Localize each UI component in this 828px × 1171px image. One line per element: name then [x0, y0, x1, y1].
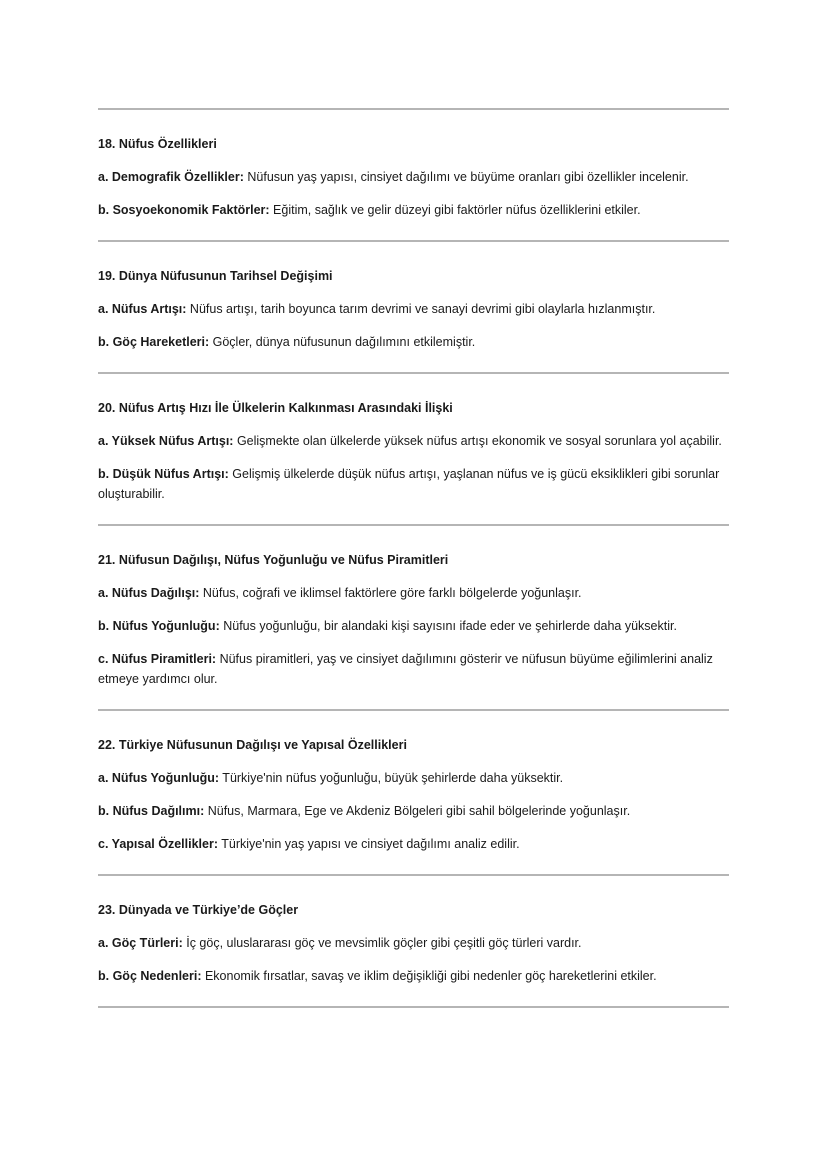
item-text: Gelişmekte olan ülkelerde yüksek nüfus artışı ekonomik ve sosyal sorunlara yol açabilir. — [233, 434, 722, 448]
item-text: Türkiye'nin nüfus yoğunluğu, büyük şehirlerde daha yüksektir. — [219, 771, 564, 785]
list-item — [98, 332, 729, 352]
section-title: 21. Nüfusun Dağılışı, Nüfus Yoğunluğu ve Nüfus Piramitleri — [98, 553, 449, 567]
list-item — [98, 801, 729, 821]
list-item — [98, 649, 729, 689]
item-label: b. Sosyoekonomik Faktörler: — [98, 203, 270, 217]
section-title: 19. Dünya Nüfusunun Tarihsel Değişimi — [98, 269, 333, 283]
item-label: a. Nüfus Yoğunluğu: — [98, 771, 220, 785]
section-22 — [98, 711, 729, 874]
item-label: b. Düşük Nüfus Artışı: — [98, 467, 229, 481]
list-item — [98, 933, 729, 953]
list-item — [98, 431, 729, 451]
section-title: 23. Dünyada ve Türkiye’de Göçler — [98, 903, 299, 917]
list-item — [98, 616, 729, 636]
item-label: a. Nüfus Dağılışı: — [98, 586, 200, 600]
item-text: Göçler, dünya nüfusunun dağılımını etkilemiştir. — [209, 335, 476, 349]
section-20 — [98, 374, 729, 524]
section-title: 22. Türkiye Nüfusunun Dağılışı ve Yapısal Özellikleri — [98, 738, 407, 752]
list-item — [98, 966, 729, 986]
item-label: a. Nüfus Artışı: — [98, 302, 187, 316]
section-title: 20. Nüfus Artış Hızı İle Ülkelerin Kalkınması Arasındaki İlişki — [98, 401, 453, 415]
section-18 — [98, 110, 729, 240]
item-text: Nüfus piramitleri, yaş ve cinsiyet dağılımını gösterir ve nüfusun büyüme eğilimlerini analiz etmeye yardımcı olur. — [98, 652, 713, 686]
list-item — [98, 167, 729, 187]
document-page — [98, 108, 729, 1008]
item-label: b. Göç Hareketleri: — [98, 335, 210, 349]
item-text: Nüfus, Marmara, Ege ve Akdeniz Bölgeleri gibi sahil bölgelerinde yoğunlaşır. — [204, 804, 631, 818]
list-item — [98, 200, 729, 220]
item-label: a. Demografik Özellikler: — [98, 170, 244, 184]
section-title: 18. Nüfus Özellikleri — [98, 137, 217, 151]
list-item — [98, 834, 729, 854]
section-19 — [98, 242, 729, 372]
item-label: b. Nüfus Yoğunluğu: — [98, 619, 220, 633]
item-label: c. Nüfus Piramitleri: — [98, 652, 217, 666]
list-item — [98, 299, 729, 319]
list-item — [98, 768, 729, 788]
item-text: Eğitim, sağlık ve gelir düzeyi gibi faktörler nüfus özelliklerini etkiler. — [269, 203, 641, 217]
item-text: Gelişmiş ülkelerde düşük nüfus artışı, yaşlanan nüfus ve iş gücü eksiklikleri gibi sorunlar oluşturabilir. — [98, 467, 720, 501]
item-text: Nüfus artışı, tarih boyunca tarım devrimi ve sanayi devrimi gibi olaylarla hızlanmıştır. — [186, 302, 656, 316]
item-text: Nüfus yoğunluğu, bir alandaki kişi sayısını ifade eder ve şehirlerde daha yüksektir. — [219, 619, 677, 633]
divider — [98, 1006, 729, 1008]
section-21 — [98, 526, 729, 709]
item-label: b. Göç Nedenleri: — [98, 969, 202, 983]
item-text: Nüfus, coğrafi ve iklimsel faktörlere göre farklı bölgelerde yoğunlaşır. — [199, 586, 582, 600]
item-label: b. Nüfus Dağılımı: — [98, 804, 205, 818]
item-label: a. Göç Türleri: — [98, 936, 183, 950]
item-text: Nüfusun yaş yapısı, cinsiyet dağılımı ve büyüme oranları gibi özellikler incelenir. — [243, 170, 689, 184]
item-label: c. Yapısal Özellikler: — [98, 837, 218, 851]
item-text: Türkiye'nin yaş yapısı ve cinsiyet dağılımı analiz edilir. — [217, 837, 520, 851]
item-text: Ekonomik fırsatlar, savaş ve iklim değişikliği gibi nedenler göç hareketlerini etkiler. — [201, 969, 657, 983]
section-23 — [98, 876, 729, 1006]
item-text: İç göç, uluslararası göç ve mevsimlik göçler gibi çeşitli göç türleri vardır. — [182, 936, 582, 950]
list-item — [98, 464, 729, 504]
item-label: a. Yüksek Nüfus Artışı: — [98, 434, 234, 448]
list-item — [98, 583, 729, 603]
